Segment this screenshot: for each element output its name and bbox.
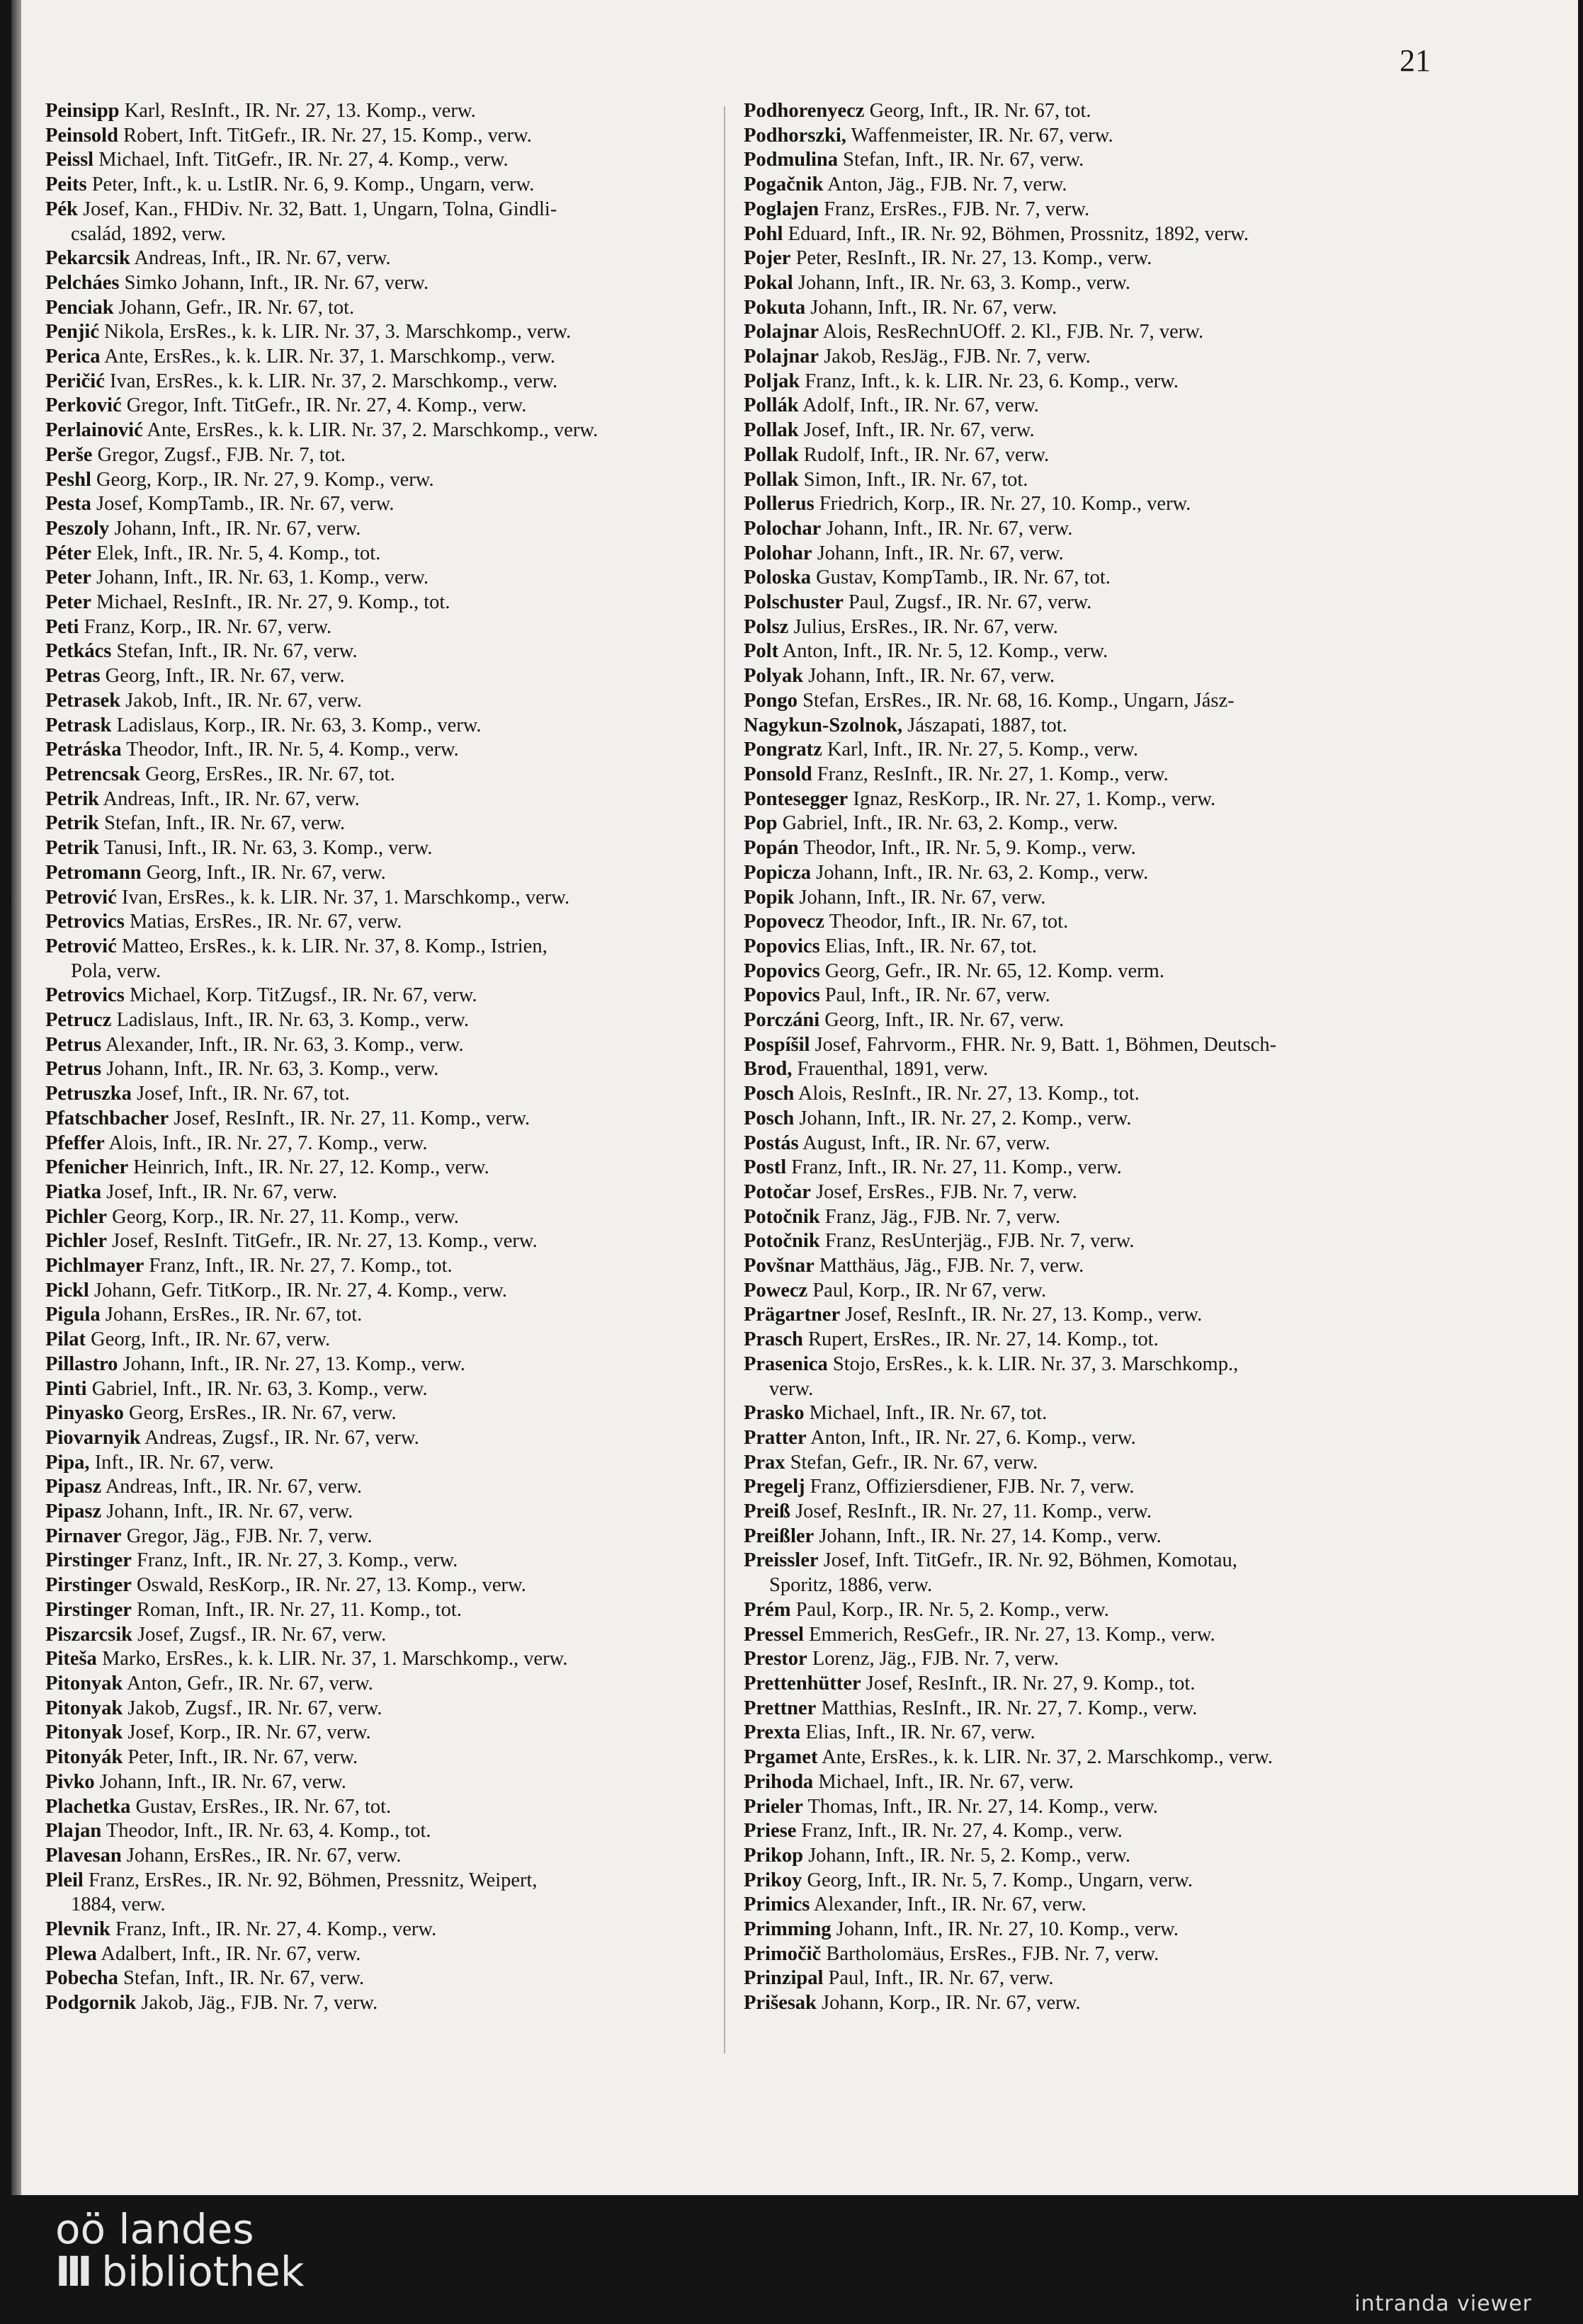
list-entry: Prikop Johann, Inft., IR. Nr. 5, 2. Komp., verw. bbox=[744, 1844, 1130, 1867]
list-entry: Polohar Johann, Inft., IR. Nr. 67, verw. bbox=[744, 542, 1064, 564]
list-entry: Pitonyak Josef, Korp., IR. Nr. 67, verw. bbox=[45, 1721, 371, 1744]
list-entry: Podhorszki, Waffenmeister, IR. Nr. 67, verw. bbox=[744, 124, 1113, 147]
list-entry: Pivko Johann, Inft., IR. Nr. 67, verw. bbox=[45, 1770, 346, 1793]
list-entry: Petrencsak Georg, ErsRes., IR. Nr. 67, tot. bbox=[45, 763, 395, 785]
list-entry: Peshl Georg, Korp., IR. Nr. 27, 9. Komp., verw. bbox=[45, 468, 434, 491]
list-entry: Petrasek Jakob, Inft., IR. Nr. 67, verw. bbox=[45, 689, 362, 712]
list-entry: Pickl Johann, Gefr. TitKorp., IR. Nr. 27, 4. Komp., verw. bbox=[45, 1279, 508, 1301]
list-entry: Peinsold Robert, Inft. TitGefr., IR. Nr. 27, 15. Komp., verw. bbox=[45, 124, 532, 147]
list-entry: Penjić Nikola, ErsRes., k. k. LIR. Nr. 37, 3. Marschkomp., verw. bbox=[45, 321, 572, 343]
list-entry: Petromann Georg, Inft., IR. Nr. 67, verw. bbox=[45, 861, 386, 884]
list-entry: 1884, verw. bbox=[71, 1893, 166, 1916]
list-entry: Pigula Johann, ErsRes., IR. Nr. 67, tot. bbox=[45, 1304, 363, 1326]
list-entry: Polt Anton, Inft., IR. Nr. 5, 12. Komp., verw. bbox=[744, 640, 1108, 663]
list-entry: Polajnar Jakob, ResJäg., FJB. Nr. 7, verw. bbox=[744, 346, 1091, 368]
list-entry: Popovecz Theodor, Inft., IR. Nr. 67, tot. bbox=[744, 911, 1069, 933]
list-entry: Pola, verw. bbox=[71, 959, 161, 982]
list-entry: Nagykun-Szolnok, Jászapati, 1887, tot. bbox=[744, 714, 1067, 736]
list-entry: Piatka Josef, Inft., IR. Nr. 67, verw. bbox=[45, 1180, 338, 1203]
list-entry: Pratter Anton, Inft., IR. Nr. 27, 6. Komp., verw. bbox=[744, 1426, 1136, 1449]
list-entry: Petrus Johann, Inft., IR. Nr. 63, 3. Komp., verw. bbox=[45, 1058, 439, 1081]
list-entry: Pipasz Johann, Inft., IR. Nr. 67, verw. bbox=[45, 1500, 353, 1523]
list-entry: Polochar Johann, Inft., IR. Nr. 67, verw. bbox=[744, 517, 1073, 540]
list-entry: Prihoda Michael, Inft., IR. Nr. 67, verw. bbox=[744, 1770, 1074, 1793]
list-entry: Popicza Johann, Inft., IR. Nr. 63, 2. Komp., verw. bbox=[744, 861, 1149, 884]
logo-bars: III bbox=[55, 2248, 89, 2296]
list-entry: Pressel Emmerich, ResGefr., IR. Nr. 27, 13. Komp., verw. bbox=[744, 1623, 1215, 1646]
list-entry: Preißler Johann, Inft., IR. Nr. 27, 14. Komp., verw. bbox=[744, 1525, 1162, 1547]
list-entry: Prexta Elias, Inft., IR. Nr. 67, verw. bbox=[744, 1721, 1036, 1744]
list-entry: Powecz Paul, Korp., IR. Nr 67, verw. bbox=[744, 1279, 1047, 1301]
list-entry: Peričić Ivan, ErsRes., k. k. LIR. Nr. 37, 2. Marschkomp., verw. bbox=[45, 370, 558, 392]
list-entry: Petruszka Josef, Inft., IR. Nr. 67, tot. bbox=[45, 1083, 350, 1105]
list-entry: Pitonyak Jakob, Zugsf., IR. Nr. 67, verw. bbox=[45, 1697, 382, 1719]
list-entry: Plevnik Franz, Inft., IR. Nr. 27, 4. Komp., verw. bbox=[45, 1918, 437, 1941]
list-entry: Peinsipp Karl, ResInft., IR. Nr. 27, 13. Komp., verw. bbox=[45, 100, 476, 122]
list-entry: Pipasz Andreas, Inft., IR. Nr. 67, verw. bbox=[45, 1476, 362, 1498]
list-entry: Pirnaver Gregor, Jäg., FJB. Nr. 7, verw. bbox=[45, 1525, 373, 1547]
list-entry: Pollak Simon, Inft., IR. Nr. 67, tot. bbox=[744, 468, 1028, 491]
list-entry: Piszarcsik Josef, Zugsf., IR. Nr. 67, verw. bbox=[45, 1623, 387, 1646]
list-entry: Prém Paul, Korp., IR. Nr. 5, 2. Komp., verw. bbox=[744, 1598, 1109, 1621]
list-entry: Pfenicher Heinrich, Inft., IR. Nr. 27, 12. Komp., verw. bbox=[45, 1156, 489, 1179]
list-entry: Pollák Adolf, Inft., IR. Nr. 67, verw. bbox=[744, 394, 1039, 417]
list-entry: Polajnar Alois, ResRechnUOff. 2. Kl., FJB. Nr. 7, verw. bbox=[744, 321, 1204, 343]
list-entry: Petrucz Ladislaus, Inft., IR. Nr. 63, 3. Komp., verw. bbox=[45, 1009, 470, 1032]
list-entry: Petrik Tanusi, Inft., IR. Nr. 63, 3. Komp., verw. bbox=[45, 837, 433, 860]
list-entry: Pichler Georg, Korp., IR. Nr. 27, 11. Komp., verw. bbox=[45, 1205, 459, 1228]
list-entry: Polschuster Paul, Zugsf., IR. Nr. 67, verw. bbox=[744, 591, 1092, 614]
list-entry: Podhorenyecz Georg, Inft., IR. Nr. 67, tot. bbox=[744, 100, 1091, 122]
list-entry: Pirstinger Franz, Inft., IR. Nr. 27, 3. Komp., verw. bbox=[45, 1549, 458, 1572]
list-entry: Prägartner Josef, ResInft., IR. Nr. 27, 13. Komp., verw. bbox=[744, 1304, 1203, 1326]
list-entry: Petrovics Matias, ErsRes., IR. Nr. 67, verw. bbox=[45, 911, 402, 933]
list-entry: Piteša Marko, ErsRes., k. k. LIR. Nr. 37, 1. Marschkomp., verw. bbox=[45, 1648, 568, 1670]
list-entry: Perica Ante, ErsRes., k. k. LIR. Nr. 37, 1. Marschkomp., verw. bbox=[45, 346, 556, 368]
list-entry: Petrovics Michael, Korp. TitZugsf., IR. Nr. 67, verw. bbox=[45, 984, 477, 1007]
list-entry: Penciak Johann, Gefr., IR. Nr. 67, tot. bbox=[45, 296, 355, 319]
list-entry: Petrask Ladislaus, Korp., IR. Nr. 63, 3. Komp., verw. bbox=[45, 714, 482, 736]
left-column bbox=[45, 99, 747, 2016]
list-entry: Petrović Matteo, ErsRes., k. k. LIR. Nr. 37, 8. Komp., Istrien, bbox=[45, 935, 547, 957]
list-entry: Popik Johann, Inft., IR. Nr. 67, verw. bbox=[744, 886, 1046, 908]
list-entry: Popovics Elias, Inft., IR. Nr. 67, tot. bbox=[744, 935, 1038, 957]
list-entry: Pinyasko Georg, ErsRes., IR. Nr. 67, verw. bbox=[45, 1402, 397, 1425]
list-entry: Potočnik Franz, ResUnterjäg., FJB. Nr. 7, verw. bbox=[744, 1230, 1135, 1253]
list-entry: Perše Gregor, Zugsf., FJB. Nr. 7, tot. bbox=[45, 443, 346, 466]
list-entry: Pokal Johann, Inft., IR. Nr. 63, 3. Komp., verw. bbox=[744, 271, 1130, 294]
list-entry: Perlainović Ante, ErsRes., k. k. LIR. Nr. 37, 2. Marschkomp., verw. bbox=[45, 419, 598, 442]
list-entry: Pesta Josef, KompTamb., IR. Nr. 67, verw. bbox=[45, 493, 395, 516]
list-entry: Pipa, Inft., IR. Nr. 67, verw. bbox=[45, 1451, 274, 1474]
list-entry: Prasko Michael, Inft., IR. Nr. 67, tot. bbox=[744, 1402, 1048, 1425]
list-entry: Postás August, Inft., IR. Nr. 67, verw. bbox=[744, 1132, 1050, 1154]
list-entry: Pontesegger Ignaz, ResKorp., IR. Nr. 27, 1. Komp., verw. bbox=[744, 787, 1216, 810]
list-entry: Prikoy Georg, Inft., IR. Nr. 5, 7. Komp., Ungarn, verw. bbox=[744, 1869, 1193, 1891]
list-entry: Pillastro Johann, Inft., IR. Nr. 27, 13. Komp., verw. bbox=[45, 1352, 465, 1375]
list-entry: Primming Johann, Inft., IR. Nr. 27, 10. Komp., verw. bbox=[744, 1918, 1179, 1941]
list-entry: Sporitz, 1886, verw. bbox=[769, 1574, 933, 1597]
list-entry: Preissler Josef, Inft. TitGefr., IR. Nr. 92, Böhmen, Komotau, bbox=[744, 1549, 1237, 1572]
list-entry: Plajan Theodor, Inft., IR. Nr. 63, 4. Komp., tot. bbox=[45, 1820, 431, 1842]
list-entry: Popovics Paul, Inft., IR. Nr. 67, verw. bbox=[744, 984, 1050, 1007]
list-entry: Petrik Andreas, Inft., IR. Nr. 67, verw. bbox=[45, 787, 360, 810]
list-entry: Preiß Josef, ResInft., IR. Nr. 27, 11. Komp., verw. bbox=[744, 1500, 1152, 1523]
list-entry: Pop Gabriel, Inft., IR. Nr. 63, 2. Komp., verw. bbox=[744, 812, 1118, 835]
page-number: 21 bbox=[1400, 43, 1431, 78]
logo-line-2: bibliothek bbox=[101, 2248, 305, 2296]
list-entry: Petráska Theodor, Inft., IR. Nr. 5, 4. Komp., verw. bbox=[45, 739, 459, 761]
list-entry: Ponsold Franz, ResInft., IR. Nr. 27, 1. Komp., verw. bbox=[744, 763, 1169, 785]
list-entry: verw. bbox=[769, 1377, 814, 1400]
list-entry: Pregelj Franz, Offiziersdiener, FJB. Nr. 7, verw. bbox=[744, 1476, 1135, 1498]
list-entry: Plewa Adalbert, Inft., IR. Nr. 67, verw. bbox=[45, 1942, 361, 1965]
list-entry: Prasch Rupert, ErsRes., IR. Nr. 27, 14. Komp., tot. bbox=[744, 1328, 1159, 1351]
list-entry: Plavesan Johann, ErsRes., IR. Nr. 67, verw. bbox=[45, 1844, 402, 1867]
list-entry: Priese Franz, Inft., IR. Nr. 27, 4. Komp., verw. bbox=[744, 1820, 1123, 1842]
list-entry: Petrović Ivan, ErsRes., k. k. LIR. Nr. 37, 1. Marschkomp., verw. bbox=[45, 886, 570, 908]
list-entry: Piovarnyik Andreas, Zugsf., IR. Nr. 67, verw. bbox=[45, 1426, 419, 1449]
list-entry: Pojer Peter, ResInft., IR. Nr. 27, 13. Komp., verw. bbox=[744, 247, 1152, 270]
list-entry: Posch Alois, ResInft., IR. Nr. 27, 13. Komp., tot. bbox=[744, 1083, 1140, 1105]
list-entry: Pinti Gabriel, Inft., IR. Nr. 63, 3. Komp., verw. bbox=[45, 1377, 428, 1400]
list-entry: Pohl Eduard, Inft., IR. Nr. 92, Böhmen, Prossnitz, 1892, verw. bbox=[744, 222, 1249, 245]
list-entry: Pleil Franz, ErsRes., IR. Nr. 92, Böhmen, Pressnitz, Weipert, bbox=[45, 1869, 538, 1891]
list-entry: Peter Johann, Inft., IR. Nr. 63, 1. Komp., verw. bbox=[45, 566, 429, 589]
list-entry: Pilat Georg, Inft., IR. Nr. 67, verw. bbox=[45, 1328, 331, 1351]
list-entry: Pongratz Karl, Inft., IR. Nr. 27, 5. Komp., verw. bbox=[744, 739, 1138, 761]
list-entry: Pekarcsik Andreas, Inft., IR. Nr. 67, verw. bbox=[45, 247, 391, 270]
list-entry: Peter Michael, ResInft., IR. Nr. 27, 9. Komp., tot. bbox=[45, 591, 450, 614]
list-entry: Prettner Matthias, ResInft., IR. Nr. 27, 7. Komp., verw. bbox=[744, 1697, 1198, 1719]
list-entry: Petras Georg, Inft., IR. Nr. 67, verw. bbox=[45, 665, 345, 688]
list-entry: Prinzipal Paul, Inft., IR. Nr. 67, verw. bbox=[744, 1967, 1054, 1990]
list-entry: Pelcháes Simko Johann, Inft., IR. Nr. 67, verw. bbox=[45, 271, 429, 294]
list-entry: Pirstinger Roman, Inft., IR. Nr. 27, 11. Komp., tot. bbox=[45, 1598, 462, 1621]
list-entry: Posch Johann, Inft., IR. Nr. 27, 2. Komp., verw. bbox=[744, 1107, 1132, 1129]
list-entry: Postl Franz, Inft., IR. Nr. 27, 11. Komp., verw. bbox=[744, 1156, 1122, 1179]
list-entry: Pobecha Stefan, Inft., IR. Nr. 67, verw. bbox=[45, 1967, 365, 1990]
list-entry: Brod, Frauenthal, 1891, verw. bbox=[744, 1058, 989, 1081]
list-entry: Petrik Stefan, Inft., IR. Nr. 67, verw. bbox=[45, 812, 346, 835]
list-entry: Pitonyák Peter, Inft., IR. Nr. 67, verw. bbox=[45, 1746, 358, 1769]
list-entry: Poljak Franz, Inft., k. k. LIR. Nr. 23, 6. Komp., verw. bbox=[744, 370, 1179, 392]
list-entry: Prettenhütter Josef, ResInft., IR. Nr. 27, 9. Komp., tot. bbox=[744, 1673, 1196, 1694]
list-entry: Povšnar Matthäus, Jäg., FJB. Nr. 7, verw. bbox=[744, 1255, 1084, 1277]
list-entry: Prestor Lorenz, Jäg., FJB. Nr. 7, verw. bbox=[744, 1648, 1059, 1670]
list-entry: Pokuta Johann, Inft., IR. Nr. 67, verw. bbox=[744, 296, 1057, 319]
list-entry: Pongo Stefan, ErsRes., IR. Nr. 68, 16. Komp., Ungarn, Jász- bbox=[744, 689, 1235, 712]
list-entry: Prax Stefan, Gefr., IR. Nr. 67, verw. bbox=[744, 1451, 1038, 1474]
list-entry: Poglajen Franz, ErsRes., FJB. Nr. 7, verw. bbox=[744, 198, 1090, 220]
list-entry: Pirstinger Oswald, ResKorp., IR. Nr. 27, 13. Komp., verw. bbox=[45, 1574, 526, 1597]
list-entry: Polyak Johann, Inft., IR. Nr. 67, verw. bbox=[744, 665, 1055, 688]
list-entry: Poloska Gustav, KompTamb., IR. Nr. 67, tot. bbox=[744, 566, 1111, 589]
list-entry: Podmulina Stefan, Inft., IR. Nr. 67, verw. bbox=[744, 149, 1084, 171]
list-entry: Prasenica Stojo, ErsRes., k. k. LIR. Nr. 37, 3. Marschkomp., bbox=[744, 1352, 1239, 1375]
list-entry: Pfeffer Alois, Inft., IR. Nr. 27, 7. Komp., verw. bbox=[45, 1132, 428, 1154]
list-entry: Peszoly Johann, Inft., IR. Nr. 67, verw. bbox=[45, 517, 361, 540]
logo-line-1: oö landes bbox=[55, 2205, 254, 2253]
list-entry: Potočar Josef, ErsRes., FJB. Nr. 7, verw. bbox=[744, 1180, 1077, 1203]
list-entry: Potočnik Franz, Jäg., FJB. Nr. 7, verw. bbox=[744, 1205, 1060, 1228]
list-entry: Pfatschbacher Josef, ResInft., IR. Nr. 27, 11. Komp., verw. bbox=[45, 1107, 530, 1129]
page-edge-shadow bbox=[11, 0, 21, 2324]
list-entry: Petkács Stefan, Inft., IR. Nr. 67, verw. bbox=[45, 640, 358, 663]
list-entry: Pollak Josef, Inft., IR. Nr. 67, verw. bbox=[744, 419, 1035, 442]
list-entry: Porczáni Georg, Inft., IR. Nr. 67, verw. bbox=[744, 1009, 1065, 1032]
list-entry: Peits Peter, Inft., k. u. LstIR. Nr. 6, 9. Komp., Ungarn, verw. bbox=[45, 173, 535, 196]
list-entry: Pospíšil Josef, Fahrvorm., FHR. Nr. 9, Batt. 1, Böhmen, Deutsch- bbox=[744, 1033, 1277, 1056]
list-entry: Popovics Georg, Gefr., IR. Nr. 65, 12. Komp. verm. bbox=[744, 959, 1164, 982]
list-entry: Peti Franz, Korp., IR. Nr. 67, verw. bbox=[45, 615, 332, 638]
list-entry: Perković Gregor, Inft. TitGefr., IR. Nr. 27, 4. Komp., verw. bbox=[45, 394, 527, 417]
list-entry: Prišesak Johann, Korp., IR. Nr. 67, verw. bbox=[744, 1992, 1081, 2015]
list-entry: Pollak Rudolf, Inft., IR. Nr. 67, verw. bbox=[744, 443, 1050, 466]
list-entry: Prgamet Ante, ErsRes., k. k. LIR. Nr. 37, 2. Marschkomp., verw. bbox=[744, 1746, 1273, 1769]
list-entry: Pichler Josef, ResInft. TitGefr., IR. Nr. 27, 13. Komp., verw. bbox=[45, 1230, 538, 1253]
list-entry: Peissl Michael, Inft. TitGefr., IR. Nr. 27, 4. Komp., verw. bbox=[45, 149, 509, 171]
list-entry: Pék Josef, Kan., FHDiv. Nr. 32, Batt. 1, Ungarn, Tolna, Gindli- bbox=[45, 198, 557, 220]
list-entry: Pogačnik Anton, Jäg., FJB. Nr. 7, verw. bbox=[744, 173, 1067, 196]
list-entry: Prieler Thomas, Inft., IR. Nr. 27, 14. Komp., verw. bbox=[744, 1795, 1158, 1818]
list-entry: Pollerus Friedrich, Korp., IR. Nr. 27, 10. Komp., verw. bbox=[744, 493, 1191, 516]
list-entry: Pichlmayer Franz, Inft., IR. Nr. 27, 7. Komp., tot. bbox=[45, 1255, 453, 1277]
list-entry: Péter Elek, Inft., IR. Nr. 5, 4. Komp., tot. bbox=[45, 542, 381, 564]
viewer-brand-label: intranda viewer bbox=[1354, 2291, 1532, 2316]
right-column bbox=[744, 99, 1530, 2016]
list-entry: Plachetka Gustav, ErsRes., IR. Nr. 67, tot. bbox=[45, 1795, 392, 1818]
list-entry: Primics Alexander, Inft., IR. Nr. 67, verw. bbox=[744, 1893, 1086, 1916]
list-entry: Popán Theodor, Inft., IR. Nr. 5, 9. Komp., verw. bbox=[744, 837, 1136, 860]
list-entry: Primočič Bartholomäus, ErsRes., FJB. Nr. 7, verw. bbox=[744, 1942, 1159, 1965]
list-entry: Pitonyak Anton, Gefr., IR. Nr. 67, verw. bbox=[45, 1673, 373, 1694]
library-logo[interactable] bbox=[55, 2205, 305, 2296]
list-entry: Podgornik Jakob, Jäg., FJB. Nr. 7, verw. bbox=[45, 1992, 378, 2015]
list-entry: Petrus Alexander, Inft., IR. Nr. 63, 3. Komp., verw. bbox=[45, 1033, 464, 1056]
list-entry: Polsz Julius, ErsRes., IR. Nr. 67, verw. bbox=[744, 615, 1058, 638]
list-entry: család, 1892, verw. bbox=[71, 222, 226, 245]
